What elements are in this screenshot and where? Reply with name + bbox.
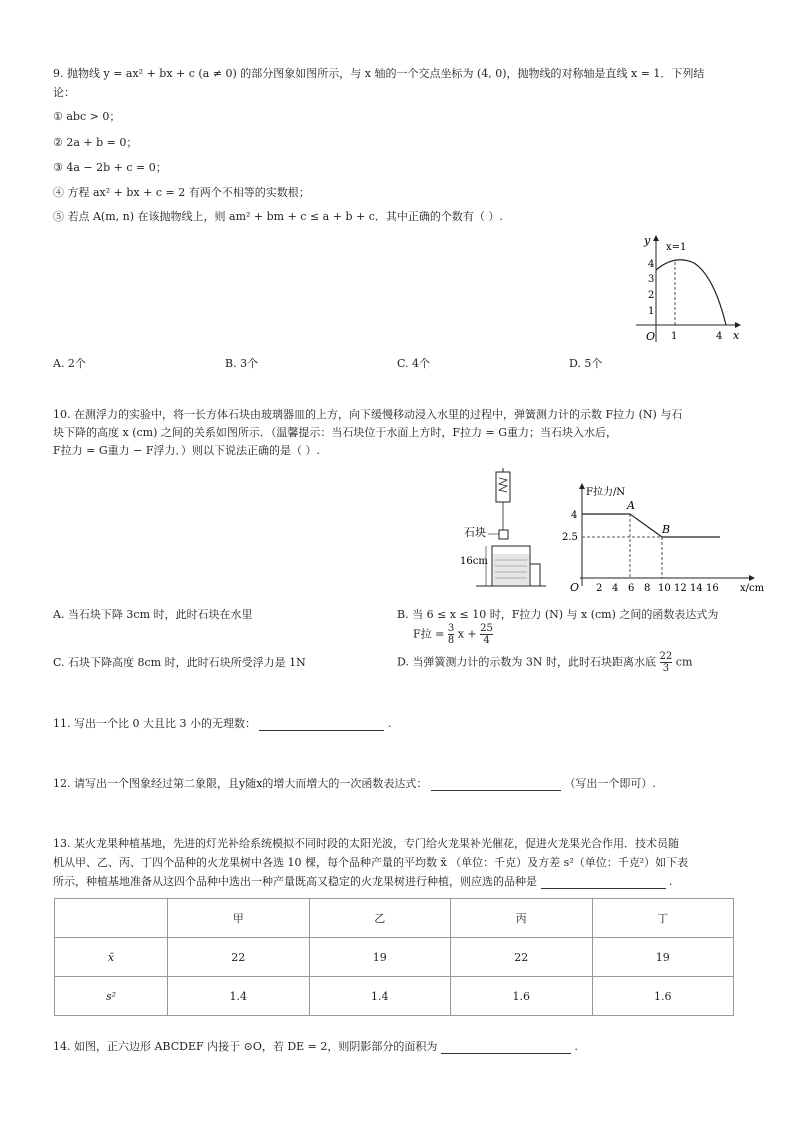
y-tick-1: 1	[648, 306, 655, 317]
option-d-unit: cm	[675, 655, 693, 669]
segment-entering-water	[630, 514, 662, 537]
q10-option-b-formula	[413, 623, 493, 646]
q14-end: .	[574, 1040, 578, 1053]
option-d-text: D. 当弹簧测力计的示数为 3N 时，此时石块距离水底	[397, 655, 657, 669]
fraction-22-3: $\frac{22}{3}$	[659, 651, 673, 674]
q9-option-c: C. 4个	[397, 357, 431, 370]
q14-stem	[53, 1040, 578, 1054]
q9-option-a: A. 2个	[53, 357, 86, 370]
y-tick-4: 4	[648, 259, 655, 270]
q10-stem-line1: 10. 在测浮力的实验中，将一长方体石块由玻璃器皿的上方，向下缓慢移动浸入水里的过程中，弹簧测力计的示数 F拉力 (N) 与石	[53, 408, 683, 421]
q11-text: 11. 写出一个比 0 大且比 3 小的无理数：	[53, 717, 256, 730]
table-row	[55, 977, 734, 1016]
overflow-cup	[530, 564, 540, 586]
x-tick-16: 16	[706, 583, 719, 594]
x-tick-10: 10	[658, 583, 671, 594]
table-cell: 1.6	[592, 977, 734, 1016]
q13-stem-line2: 机从甲、乙、丙、丁四个品种的火龙果树中各选 10 棵，每个品种产量的平均数 x̄ （单位：千克）及方差 s²（单位：千克²）如下表	[53, 856, 689, 869]
x-tick-1: 1	[671, 331, 678, 342]
q12-answer-blank[interactable]	[431, 790, 561, 791]
q10-apparatus-figure	[458, 468, 548, 593]
y-axis-label: y	[644, 234, 651, 247]
table-header-cell: 丁	[592, 899, 734, 938]
stone-label: 石块	[464, 526, 486, 539]
table-header-cell	[55, 899, 168, 938]
y-tick-3: 3	[648, 274, 655, 285]
q9-statement-2: ② 2a + b = 0；	[53, 136, 138, 149]
table-cell: 1.4	[309, 977, 451, 1016]
q13-answer-blank[interactable]	[541, 888, 666, 889]
q11-stem	[53, 717, 391, 731]
x-tick-8: 8	[644, 583, 651, 594]
x-tick-12: 12	[674, 583, 687, 594]
q12-end: （写出一个即可）.	[564, 777, 656, 790]
table-cell: 19	[592, 938, 734, 977]
q14-text: 14. 如图，正六边形 ABCDEF 内接于 ⊙O，若 DE = 2，则阴影部分的面积为	[53, 1040, 438, 1053]
table-header-row	[55, 899, 734, 938]
water	[493, 554, 529, 585]
q9-statement-3: ③ 4a − 2b + c = 0；	[53, 161, 167, 174]
q9-stem-line1: 9. 抛物线 y = ax² + bx + c (a ≠ 0) 的部分图象如图所示，与 x 轴的一个交点坐标为 (4, 0)，抛物线的对称轴是直线 x = 1．下列结	[53, 67, 705, 80]
q10-option-b-line1: B. 当 6 ≤ x ≤ 10 时，F拉力 (N) 与 x (cm) 之间的函数表达式为	[397, 608, 719, 621]
q13-text: 所示，种植基地准备从这四个品种中选出一种产量既高又稳定的火龙果树进行种植，则应选的品种是	[53, 875, 537, 888]
y-tick-2-5: 2.5	[562, 532, 578, 543]
spring-scale	[496, 472, 510, 502]
point-b-label: B	[662, 523, 671, 536]
q10-stem-line3: F拉力 = G重力 − F浮力．）则以下说法正确的是（ ）.	[53, 444, 320, 457]
formula-middle: x +	[457, 627, 481, 641]
point-a-label: A	[627, 499, 635, 512]
q13-data-table	[54, 898, 734, 1016]
x-tick-14: 14	[690, 583, 703, 594]
table-cell: 22	[451, 938, 593, 977]
q9-option-b: B. 3个	[225, 357, 259, 370]
q11-answer-blank[interactable]	[259, 730, 384, 731]
q10-option-c: C. 石块下降高度 8cm 时，此时石块所受浮力是 1N	[53, 656, 306, 669]
q10-stem-line2: 块下降的高度 x (cm) 之间的关系如图所示．（温馨提示：当石块位于水面上方时，F拉力 = G重力；当石块入水后，	[53, 426, 617, 439]
table-header-cell: 乙	[309, 899, 451, 938]
q9-statement-1: ① abc > 0；	[53, 110, 121, 123]
y-axis-label: F拉力/N	[586, 487, 626, 498]
fraction-3-8: $\frac{3}{8}$	[447, 623, 455, 646]
q14-answer-blank[interactable]	[441, 1053, 571, 1054]
q13-stem-line1: 13. 某火龙果种植基地，先进的灯光补给系统模拟不同时段的太阳光波，专门给火龙果补光催花，促进火龙果光合作用．技术员随	[53, 837, 679, 850]
q10-option-d	[397, 651, 692, 674]
q9-parabola-graph	[630, 232, 745, 347]
table-header-cell: 丙	[451, 899, 593, 938]
x-axis-unit: x/cm	[740, 583, 765, 594]
table-header-cell: 甲	[168, 899, 310, 938]
x-tick-6: 6	[628, 583, 635, 594]
stone-block	[499, 530, 508, 539]
q11-end: .	[387, 717, 392, 730]
table-cell: 1.6	[451, 977, 593, 1016]
symmetry-axis-label: x=1	[666, 242, 687, 253]
parabola-curve	[656, 260, 726, 325]
fraction-25-4: $\frac{25}{4}$	[480, 623, 493, 646]
table-cell: 19	[309, 938, 451, 977]
q9-stem-line2: 论：	[53, 86, 75, 99]
q12-stem	[53, 777, 656, 791]
table-row-label: x̄	[55, 938, 168, 977]
q9-option-d: D. 5个	[569, 357, 603, 370]
table-cell: 22	[168, 938, 310, 977]
table-row	[55, 938, 734, 977]
q13-stem-line3	[53, 875, 673, 889]
origin-label: O	[570, 581, 580, 594]
q9-statement-5: ⑤ 若点 A(m, n) 在该抛物线上，则 am² + bm + c ≤ a + b + c．其中正确的个数有（ ）.	[53, 210, 503, 223]
origin-label: O	[646, 330, 656, 343]
y-tick-4: 4	[571, 510, 578, 521]
q12-text: 12. 请写出一个图象经过第二象限，且y随x的增大而增大的一次函数表达式：	[53, 777, 428, 790]
height-label: 16cm	[460, 556, 488, 567]
table-cell: 1.4	[168, 977, 310, 1016]
formula-prefix: F拉 =	[413, 627, 448, 641]
x-tick-4: 4	[612, 583, 619, 594]
x-axis-label: x	[733, 329, 740, 342]
q13-end: .	[669, 875, 673, 888]
x-tick-4: 4	[716, 331, 723, 342]
table-row-label: s²	[55, 977, 168, 1016]
q9-statement-4: ④ 方程 ax² + bx + c = 2 有两个不相等的实数根；	[53, 186, 310, 199]
y-tick-2: 2	[648, 290, 655, 301]
x-tick-2: 2	[596, 583, 603, 594]
q10-option-a: A. 当石块下降 3cm 时，此时石块在水里	[53, 608, 253, 621]
q10-force-graph	[560, 478, 765, 596]
